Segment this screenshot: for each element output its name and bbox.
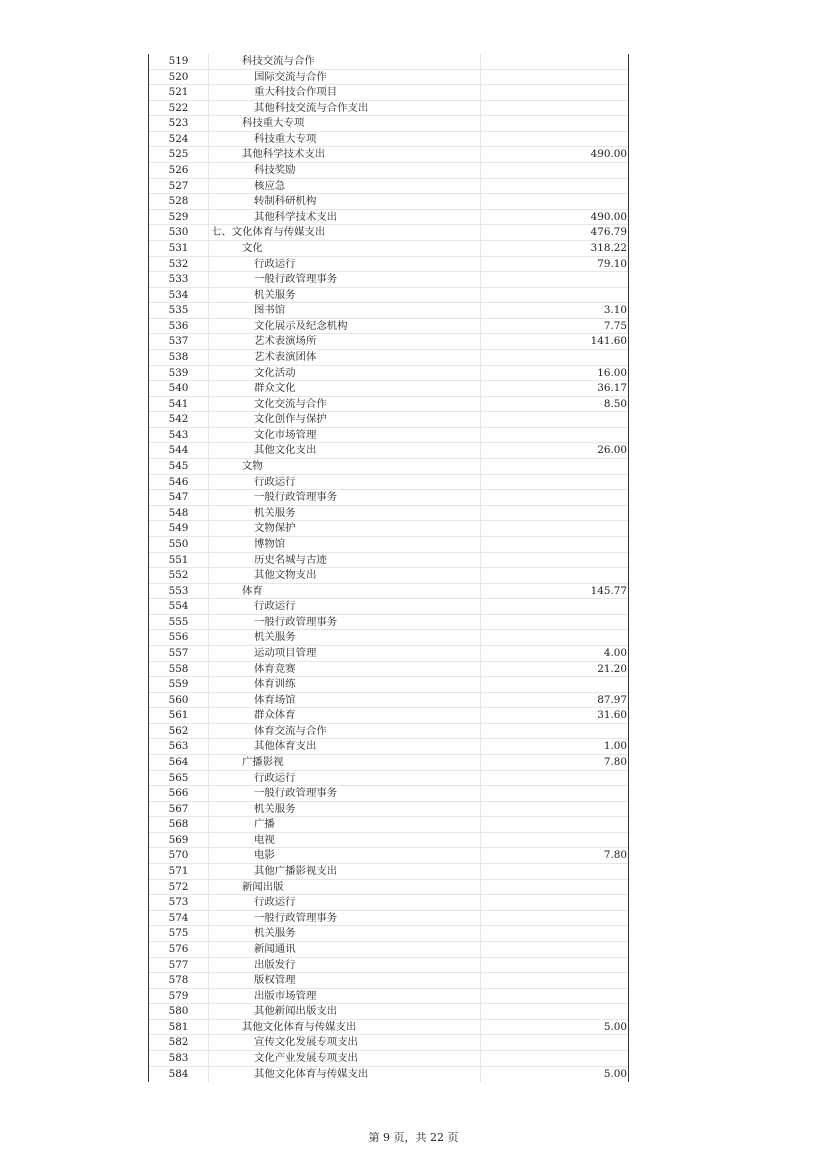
table-row [149,708,628,724]
row-item-name: 文化活动 [209,366,481,381]
row-number: 524 [149,132,209,147]
row-item-name: 科技重大专项 [209,116,481,131]
row-number: 564 [149,755,209,770]
row-amount [481,599,628,614]
row-amount [481,724,628,739]
row-number: 523 [149,116,209,131]
row-amount [481,194,628,209]
row-item-name: 国际交流与合作 [209,70,481,85]
row-amount: 318.22 [590,241,627,254]
row-number: 543 [149,428,209,443]
row-amount [481,101,628,116]
row-amount [481,272,628,287]
table-row [149,786,628,802]
row-number: 562 [149,724,209,739]
row-number: 544 [149,443,209,458]
row-amount: 7.80 [603,849,627,862]
row-amount [481,506,628,521]
table-row [149,630,628,646]
row-number: 546 [149,475,209,490]
table-row [149,101,628,117]
row-item-name: 群众体育 [209,708,481,723]
row-number: 556 [149,630,209,645]
table-row [149,1051,628,1067]
table-row [149,241,628,257]
row-number: 541 [149,397,209,412]
row-amount [481,1004,628,1019]
row-number: 534 [149,288,209,303]
table-row [149,895,628,911]
table-row [149,599,628,615]
row-item-name: 文化产业发展专项支出 [209,1051,481,1066]
row-amount: 7.75 [603,319,627,332]
table-row [149,771,628,787]
row-amount [481,553,628,568]
row-amount [481,350,628,365]
row-amount [481,85,628,100]
table-row [149,521,628,537]
row-number: 579 [149,989,209,1004]
row-number: 563 [149,739,209,754]
row-amount: 141.60 [590,335,627,348]
row-amount [481,817,628,832]
table-row [149,163,628,179]
row-item-name: 科技重大专项 [209,132,481,147]
table-row [149,116,628,132]
row-item-name: 机关服务 [209,926,481,941]
row-item-name: 科技奖励 [209,163,481,178]
row-item-name: 体育训练 [209,677,481,692]
row-amount [481,833,628,848]
row-number: 526 [149,163,209,178]
row-number: 522 [149,101,209,116]
row-number: 581 [149,1020,209,1035]
row-amount [481,116,628,131]
table-row [149,864,628,880]
table-row [149,755,628,771]
table-row [149,54,628,70]
row-item-name: 体育竞赛 [209,662,481,677]
table-row [149,70,628,86]
row-number: 533 [149,272,209,287]
table-row [149,397,628,413]
row-item-name: 机关服务 [209,288,481,303]
row-item-name: 运动项目管理 [209,646,481,661]
row-number: 584 [149,1067,209,1083]
row-number: 551 [149,553,209,568]
row-item-name: 艺术表演场所 [209,334,481,349]
table-row [149,958,628,974]
row-amount [481,179,628,194]
row-number: 582 [149,1035,209,1050]
row-amount [481,630,628,645]
row-amount: 26.00 [597,444,627,457]
table-row [149,288,628,304]
row-number: 527 [149,179,209,194]
row-item-name: 核应急 [209,179,481,194]
row-number: 537 [149,334,209,349]
row-amount [481,490,628,505]
table-row [149,833,628,849]
row-number: 568 [149,817,209,832]
table-row [149,1020,628,1036]
table-row [149,85,628,101]
row-number: 554 [149,599,209,614]
row-amount: 36.17 [597,382,627,395]
row-number: 560 [149,693,209,708]
row-item-name: 其他科学技术支出 [209,210,481,225]
row-amount [481,459,628,474]
table-row [149,350,628,366]
row-number: 555 [149,615,209,630]
row-item-name: 其他科技交流与合作支出 [209,101,481,116]
row-item-name: 一般行政管理事务 [209,490,481,505]
row-amount: 3.10 [603,304,627,317]
row-number: 536 [149,319,209,334]
row-number: 553 [149,584,209,599]
row-number: 548 [149,506,209,521]
row-item-name: 行政运行 [209,475,481,490]
row-item-name: 群众文化 [209,381,481,396]
row-number: 542 [149,412,209,427]
row-item-name: 其他体育支出 [209,739,481,754]
row-number: 580 [149,1004,209,1019]
row-item-name: 机关服务 [209,802,481,817]
row-item-name: 新闻出版 [209,880,481,895]
table-row [149,210,628,226]
row-number: 567 [149,802,209,817]
row-amount [481,288,628,303]
row-number: 538 [149,350,209,365]
table-row [149,817,628,833]
row-number: 535 [149,303,209,318]
row-number: 519 [149,54,209,69]
row-amount [481,895,628,910]
row-item-name: 博物馆 [209,537,481,552]
row-item-name: 机关服务 [209,630,481,645]
row-amount [481,54,628,69]
row-amount [481,926,628,941]
row-amount [481,537,628,552]
row-number: 576 [149,942,209,957]
row-number: 539 [149,366,209,381]
row-item-name: 电影 [209,848,481,863]
row-number: 545 [149,459,209,474]
row-item-name: 其他文化支出 [209,443,481,458]
row-number: 531 [149,241,209,256]
table-row [149,132,628,148]
row-number: 528 [149,194,209,209]
row-amount: 31.60 [597,709,627,722]
row-amount: 1.00 [603,740,627,753]
table-row [149,179,628,195]
row-amount [481,521,628,536]
row-item-name: 重大科技合作项目 [209,85,481,100]
row-number: 540 [149,381,209,396]
row-amount [481,973,628,988]
table-row [149,257,628,273]
row-amount [481,132,628,147]
table-row [149,490,628,506]
row-number: 549 [149,521,209,536]
table-row [149,459,628,475]
row-amount [481,1051,628,1066]
row-amount [481,70,628,85]
table-row [149,926,628,942]
table-row [149,194,628,210]
row-amount [481,568,628,583]
row-number: 570 [149,848,209,863]
table-row [149,319,628,335]
row-amount [481,880,628,895]
row-amount: 21.20 [597,662,627,675]
row-item-name: 七、文化体育与传媒支出 [209,225,481,240]
table-row [149,553,628,569]
row-number: 559 [149,677,209,692]
row-amount [481,942,628,957]
table-row [149,412,628,428]
row-number: 565 [149,771,209,786]
row-item-name: 文化创作与保护 [209,412,481,427]
row-amount [481,989,628,1004]
row-number: 520 [149,70,209,85]
row-item-name: 新闻通讯 [209,942,481,957]
row-item-name: 其他文物支出 [209,568,481,583]
row-item-name: 文化交流与合作 [209,397,481,412]
table-row [149,880,628,896]
row-amount [481,1035,628,1050]
row-item-name: 历史名城与古迹 [209,553,481,568]
row-item-name: 文物保护 [209,521,481,536]
row-number: 577 [149,958,209,973]
table-row [149,646,628,662]
table-row [149,475,628,491]
table-row [149,506,628,522]
table-row [149,973,628,989]
row-item-name: 文物 [209,459,481,474]
row-amount [481,771,628,786]
row-amount [481,163,628,178]
row-number: 557 [149,646,209,661]
row-amount: 7.80 [603,756,627,769]
row-item-name: 一般行政管理事务 [209,786,481,801]
row-amount [481,677,628,692]
table-row [149,366,628,382]
row-item-name: 行政运行 [209,599,481,614]
row-item-name: 其他文化体育与传媒支出 [209,1020,481,1035]
row-amount [481,786,628,801]
row-item-name: 一般行政管理事务 [209,272,481,287]
row-item-name: 电视 [209,833,481,848]
table-row [149,272,628,288]
row-item-name: 行政运行 [209,257,481,272]
row-amount: 145.77 [590,584,627,597]
table-row [149,334,628,350]
row-item-name: 一般行政管理事务 [209,615,481,630]
row-number: 578 [149,973,209,988]
row-amount [481,864,628,879]
row-amount [481,412,628,427]
row-amount [481,802,628,817]
row-number: 525 [149,147,209,162]
table-row [149,568,628,584]
row-amount [481,911,628,926]
row-amount [481,958,628,973]
row-item-name: 一般行政管理事务 [209,911,481,926]
budget-table [148,54,629,1082]
table-row [149,428,628,444]
row-amount: 79.10 [597,257,627,270]
row-amount [481,475,628,490]
row-item-name: 科技交流与合作 [209,54,481,69]
row-item-name: 体育 [209,584,481,599]
row-amount: 87.97 [597,693,627,706]
row-number: 571 [149,864,209,879]
row-item-name: 转制科研机构 [209,194,481,209]
row-amount: 490.00 [590,210,627,223]
table-row [149,1004,628,1020]
row-number: 550 [149,537,209,552]
row-item-name: 出版发行 [209,958,481,973]
table-row [149,739,628,755]
row-amount: 4.00 [603,646,627,659]
row-item-name: 宣传文化发展专项支出 [209,1035,481,1050]
row-item-name: 广播影视 [209,755,481,770]
row-item-name: 其他广播影视支出 [209,864,481,879]
table-row [149,443,628,459]
table-row [149,802,628,818]
table-row [149,1067,628,1083]
row-item-name: 图书馆 [209,303,481,318]
table-row [149,942,628,958]
row-number: 572 [149,880,209,895]
row-amount: 5.00 [603,1067,627,1080]
table-row [149,662,628,678]
row-amount [481,615,628,630]
table-row [149,147,628,163]
page-footer: 第 9 页，共 22 页 [368,1131,459,1144]
row-item-name: 版权管理 [209,973,481,988]
table-row [149,848,628,864]
table-row [149,677,628,693]
row-amount: 16.00 [597,366,627,379]
row-amount: 490.00 [590,148,627,161]
row-amount: 8.50 [603,397,627,410]
row-number: 575 [149,926,209,941]
row-number: 521 [149,85,209,100]
row-number: 530 [149,225,209,240]
row-number: 566 [149,786,209,801]
row-item-name: 机关服务 [209,506,481,521]
row-amount: 476.79 [590,226,627,239]
table-row [149,693,628,709]
row-number: 573 [149,895,209,910]
table-row [149,303,628,319]
table-row [149,1035,628,1051]
row-number: 558 [149,662,209,677]
row-item-name: 艺术表演团体 [209,350,481,365]
table-row [149,615,628,631]
row-number: 532 [149,257,209,272]
row-item-name: 其他文化体育与传媒支出 [209,1067,481,1083]
row-item-name: 文化市场管理 [209,428,481,443]
table-row [149,989,628,1005]
row-number: 547 [149,490,209,505]
row-amount [481,428,628,443]
row-item-name: 出版市场管理 [209,989,481,1004]
row-item-name: 体育交流与合作 [209,724,481,739]
row-item-name: 行政运行 [209,771,481,786]
table-row [149,584,628,600]
table-row [149,537,628,553]
row-item-name: 行政运行 [209,895,481,910]
row-item-name: 文化 [209,241,481,256]
table-row [149,724,628,740]
row-number: 569 [149,833,209,848]
row-amount: 5.00 [603,1020,627,1033]
row-number: 552 [149,568,209,583]
row-item-name: 其他新闻出版支出 [209,1004,481,1019]
row-item-name: 文化展示及纪念机构 [209,319,481,334]
row-item-name: 体育场馆 [209,693,481,708]
row-number: 574 [149,911,209,926]
row-item-name: 其他科学技术支出 [209,147,481,162]
table-row [149,381,628,397]
row-item-name: 广播 [209,817,481,832]
row-number: 583 [149,1051,209,1066]
row-number: 561 [149,708,209,723]
table-row [149,225,628,241]
table-row [149,911,628,927]
row-number: 529 [149,210,209,225]
